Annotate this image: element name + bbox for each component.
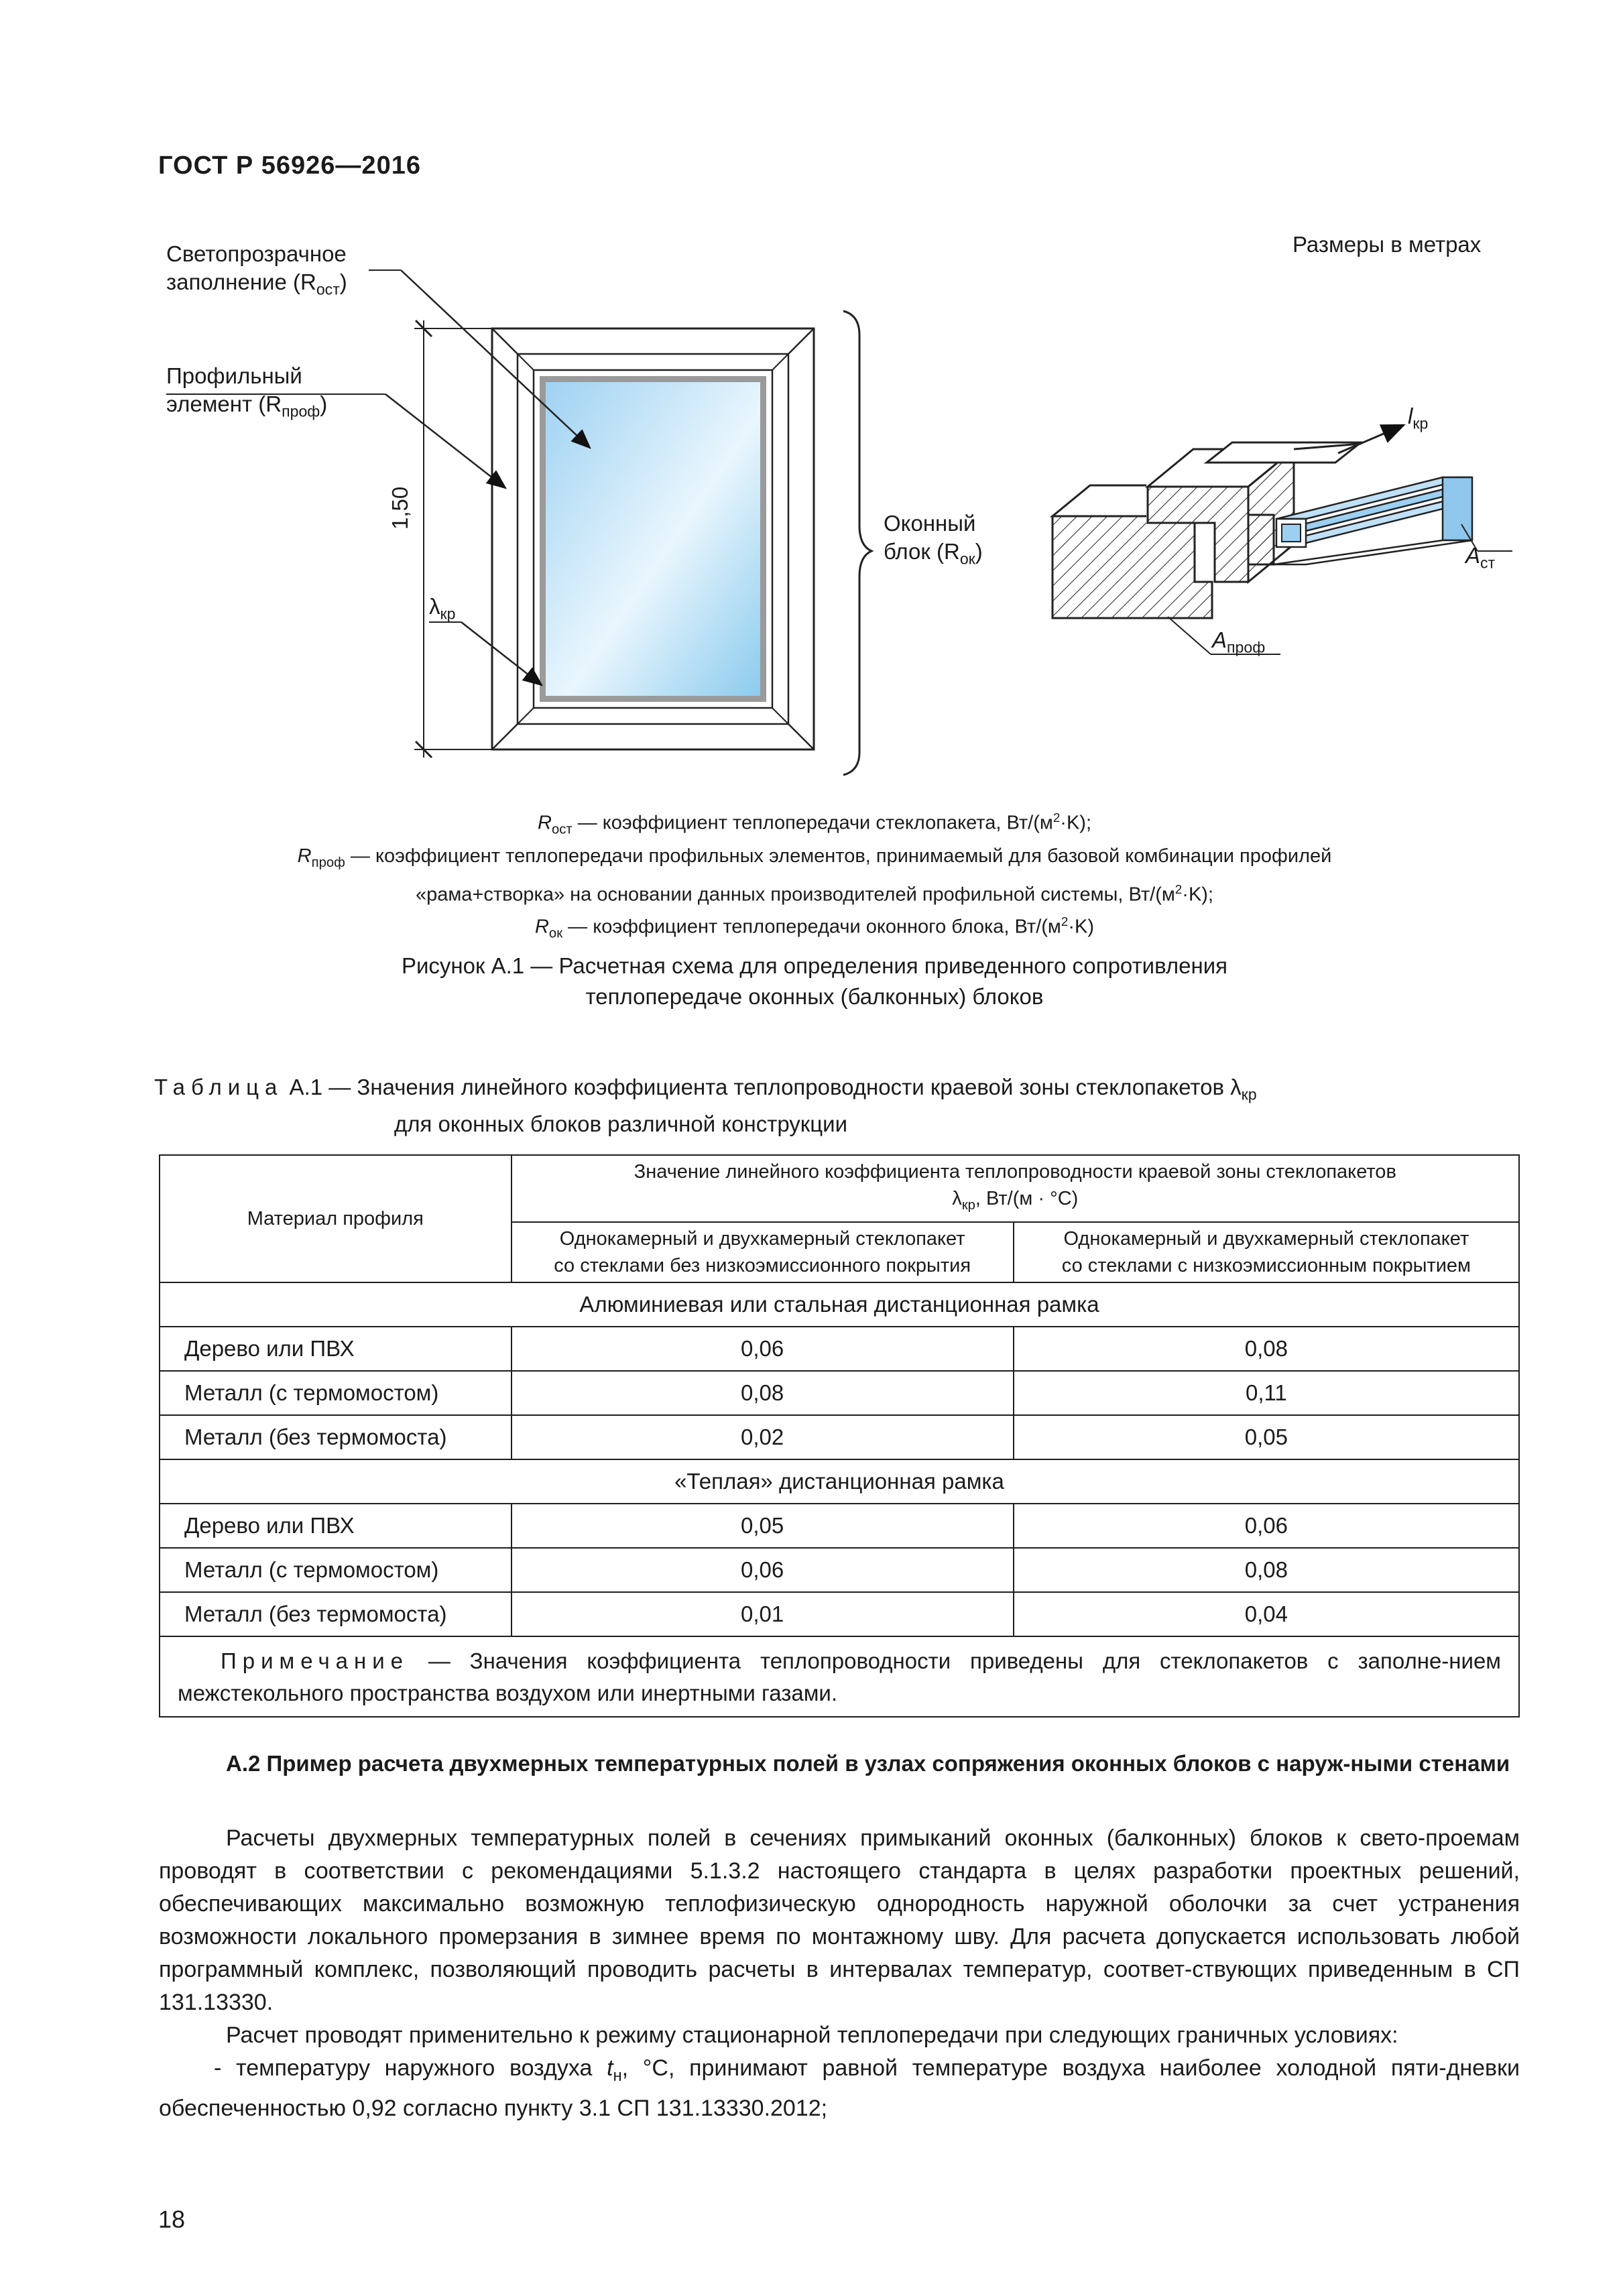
label-lambda: $\lambda_{кр}$ bbox=[429, 594, 456, 623]
table-caption: Таблица А.1 — Значения линейного коэффициента теплопроводности краевой зоны стеклопакетов $\lambda_{кр}$ для оконных блоков различной конструкции bbox=[154, 1075, 1257, 1136]
figure-caption: Рисунок А.1 — Расчетная схема для определения приведенного сопротивления теплопередаче оконных (балконных) блоков bbox=[401, 953, 1228, 1009]
units-note: Размеры в метрах bbox=[1293, 232, 1482, 257]
table-row: Металл (с термомостом) 0,06 0,08 bbox=[160, 1548, 1519, 1592]
dimension-line bbox=[414, 320, 492, 758]
label-l-kr: $l_{кр}$ bbox=[1408, 404, 1429, 432]
label-a-prof: $A_{проф}$ bbox=[1212, 627, 1266, 656]
table-row: Дерево или ПВХ 0,06 0,08 bbox=[160, 1327, 1519, 1371]
header-material: Материал профиля bbox=[160, 1155, 512, 1282]
brace bbox=[843, 311, 871, 775]
table-row: Дерево или ПВХ 0,05 0,06 bbox=[160, 1504, 1519, 1548]
header-col2: Однокамерный и двухкамерный стеклопакет со стеклами с низкоэмиссионным покрытием bbox=[1014, 1222, 1519, 1282]
table-row: Металл (без термомоста) 0,01 0,04 bbox=[160, 1592, 1519, 1636]
section-heading: А.2 Пример расчета двухмерных температурных полей в узлах сопряжения оконных блоков с наруж-ными стенами bbox=[226, 1751, 1510, 1776]
section-row: Алюминиевая или стальная дистанционная рамка bbox=[160, 1282, 1519, 1327]
window-drawing bbox=[492, 328, 814, 749]
table-row: Металл (с термомостом) 0,08 0,11 bbox=[160, 1371, 1519, 1415]
document-header: ГОСТ Р 56926—2016 bbox=[158, 152, 421, 180]
label-window-block: Оконный блок $(R_{ок})$ bbox=[884, 511, 983, 568]
paragraph-2: Расчет проводят применительно к режиму стационарной теплопередачи при следующих граничных условиях: bbox=[226, 2022, 1398, 2048]
dimension-label: 1,50 bbox=[387, 486, 412, 530]
table-row: Металл (без термомоста) 0,02 0,05 bbox=[160, 1415, 1519, 1459]
page-number: 18 bbox=[158, 2206, 186, 2233]
section-row: «Теплая» дистанционная рамка bbox=[160, 1459, 1519, 1504]
paragraph-3: - температуру наружного воздуха $t_н$, °С, принимают равной температуре воздуха наиболее холодной пяти-дневки обеспеченностью 0,92 согласно пункту 3.1 СП 131.13330.2012; bbox=[159, 2055, 1520, 2121]
figure-legend: $R_{ост}$ — коэффициент теплопередачи стеклопакета, $Вт/(м^2\cdot K)$; $R_{проф}$ — коэффициент теплопередачи профильных элементов, принимаемый для базовой комбинации профилей «рама+створка» на основании данных производителей профильной системы, $Вт/(м^2\cdot K)$; $R_{ок}$ — коэффициент теплопередачи оконного блока, $Вт/(м^2\cdot K)$ bbox=[297, 810, 1332, 941]
paragraph-1: Расчеты двухмерных температурных полей в сечениях примыканий оконных (балконных) блоков к свето-проемам проводят в соответствии с рекомендациями 5.1.3.2 настоящего стандарта в целях разработки проектных решений, обеспечивающих максимально возможную теплофизическую однородность наружной оболочки за счет устранения возможности локального промерзания в зимнее время по монтажному шву. Для расчета допускается использовать любой программный комплекс, позволяющий проводить расчеты в интервалах температур, соответ-ствующих приведенным в СП 131.13330. bbox=[159, 1825, 1520, 2015]
section-detail bbox=[1053, 425, 1512, 654]
table-a1 bbox=[159, 1154, 1520, 1717]
label-profile: Профильный элемент $(R_{проф})$ bbox=[166, 363, 328, 420]
label-a-glass: $A_{ст}$ bbox=[1465, 543, 1496, 572]
table-note: Примечание — Значения коэффициента теплопроводности приведены для стеклопакетов с заполне-нием межстекольного пространства воздухом или инертными газами. bbox=[160, 1636, 1519, 1717]
header-group: Значение линейного коэффициента теплопроводности краевой зоны стеклопакетов $\lambda_{кр}$, Вт/(м · °С) bbox=[512, 1155, 1519, 1222]
header-col1: Однокамерный и двухкамерный стеклопакет со стеклами без низкоэмиссионного покрытия bbox=[512, 1222, 1014, 1282]
label-glazing: Светопрозрачное заполнение $(R_{ост})$ bbox=[166, 241, 347, 298]
